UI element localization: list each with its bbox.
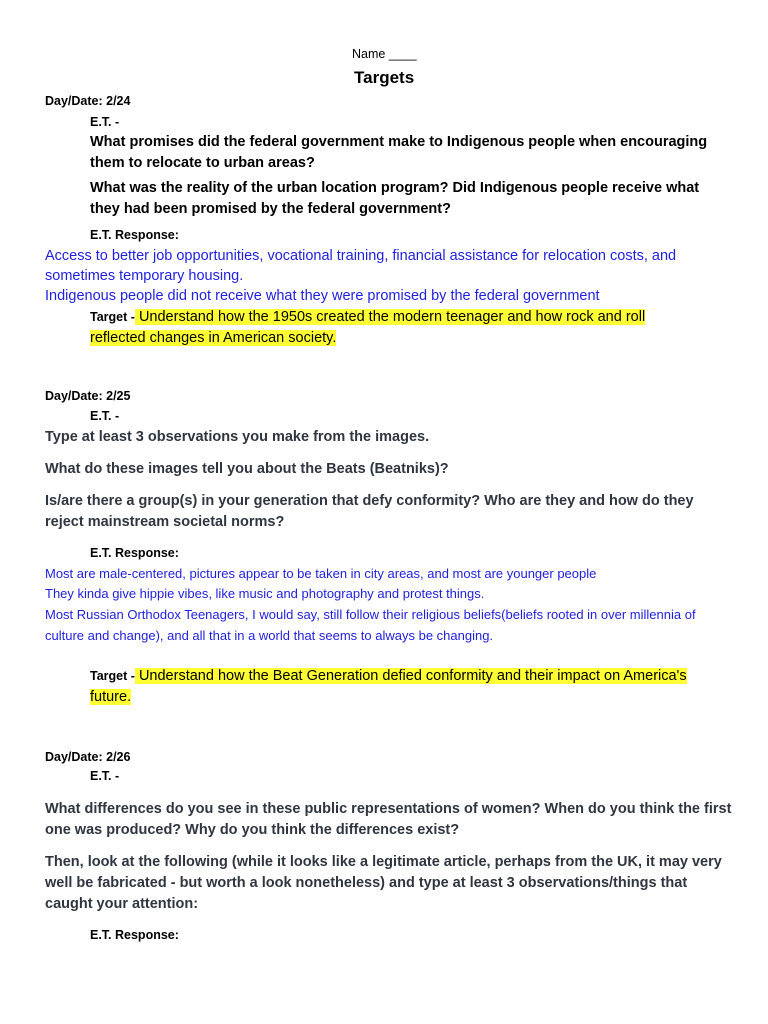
day3-et-label: E.T. -: [90, 769, 120, 783]
day2-response-1: Most are male-centered, pictures appear to be taken in city areas, and most are younger people: [45, 566, 597, 581]
day2-response-2: They kinda give hippie vibes, like music and photography and protest things.: [45, 586, 485, 601]
day2-target: [90, 666, 720, 708]
day3-response-label: E.T. Response:: [90, 928, 179, 942]
day1-response-1: Access to better job opportunities, vocational training, financial assistance for relocation costs, and sometimes temporary housing.: [45, 248, 677, 284]
day3-question-1: What differences do you see in these public representations of women? When do you think the first one was produced? Why do you think the differences exist?: [45, 801, 732, 838]
day2-question-1: Type at least 3 observations you make from the images.: [45, 429, 430, 445]
day1-response-2: Indigenous people did not receive what they were promised by the federal government: [45, 288, 600, 304]
day3-date: Day/Date: 2/26: [45, 750, 131, 764]
name-field-label: Name ____: [352, 47, 417, 61]
day1-question-2: What was the reality of the urban location program? Did Indigenous people receive what they had been promised by the federal government?: [90, 180, 700, 217]
day1-target-label: Target -: [90, 310, 135, 324]
day2-target-text: Understand how the Beat Generation defied conformity and their impact on America's future.: [90, 668, 687, 705]
day1-target-text: Understand how the 1950s created the modern teenager and how rock and roll reflected changes in American society.: [90, 309, 646, 346]
day1-question-1: What promises did the federal government make to Indigenous people when encouraging them to relocate to urban areas?: [90, 134, 708, 171]
day2-et-label: E.T. -: [90, 409, 120, 423]
day1-date: Day/Date: 2/24: [45, 94, 131, 108]
day2-question-2: What do these images tell you about the Beats (Beatniks)?: [45, 461, 449, 477]
day2-date: Day/Date: 2/25: [45, 389, 131, 403]
day1-target: [90, 307, 690, 349]
day2-response-3: Most Russian Orthodox Teenagers, I would say, still follow their religious beliefs(beliefs rooted in over millennia of culture and change), and all that in a world that seems to always be changing.: [45, 607, 696, 643]
page-title: Targets: [354, 68, 415, 87]
day2-response-label: E.T. Response:: [90, 546, 179, 560]
day1-et-label: E.T. -: [90, 115, 120, 129]
day2-question-3: Is/are there a group(s) in your generation that defy conformity? Who are they and how do they reject mainstream societal norms?: [45, 493, 694, 530]
day1-response-label: E.T. Response:: [90, 228, 179, 242]
day2-target-label: Target -: [90, 669, 135, 683]
day3-question-2: Then, look at the following (while it looks like a legitimate article, perhaps from the UK, it may very well be fabricated - but worth a look nonetheless) and type at least 3 observations/things that caught your attention:: [45, 854, 722, 912]
